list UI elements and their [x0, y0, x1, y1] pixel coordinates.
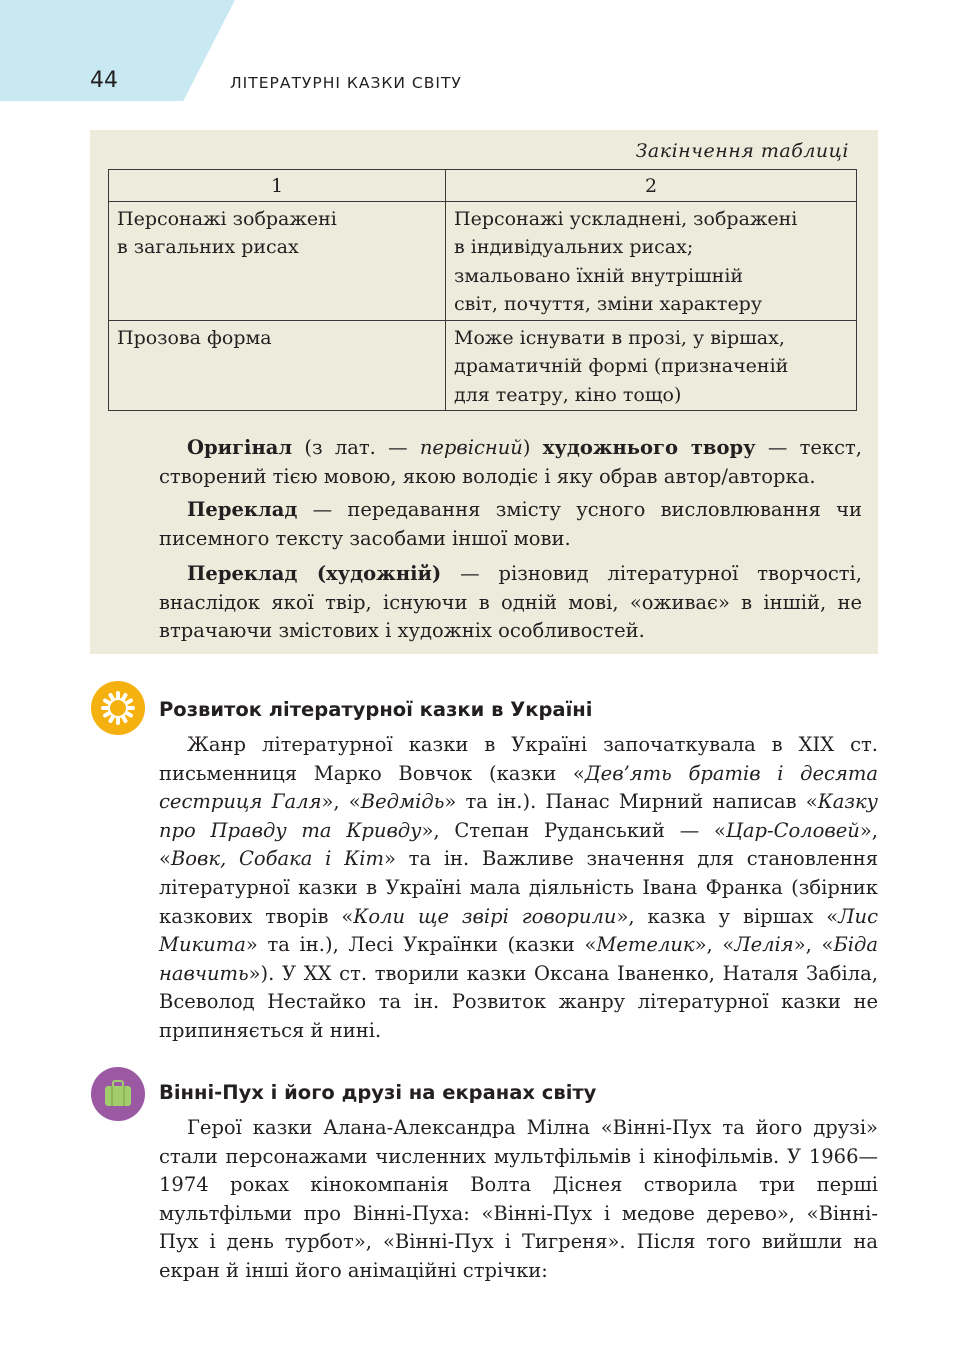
table-header-row	[109, 170, 857, 202]
definition-text: — передавання змісту усного висловлювання чи писемного тексту засобами іншої мови.	[159, 498, 862, 550]
definition-term: художнього твору	[542, 436, 756, 459]
table-row	[109, 201, 857, 320]
cell-line: світ, почуття, зміни характеру	[454, 293, 763, 315]
section-title-ukraine: Розвиток літературної казки в Україні	[159, 698, 593, 721]
section-paragraph-winnie: Герої казки Алана-Александра Мілна «Вінні-Пух та його друзі» стали персонажами численних мультфільмів і кінофільмів. У 1966—1974 роках кінокомпанія Волта Діснея створила три перші мультфільми про Вінні-Пуха: «Вінні-Пух і медове дерево», «Вінні-Пух і день турбот», «Вінні-Пух і Тигреня». Після того вийшли на екран й інші його анімаційні стрічки:	[159, 1116, 878, 1282]
table-caption: Закінчення таблиці	[635, 140, 849, 162]
definition-term: Переклад (художній)	[187, 562, 442, 585]
table-cell	[446, 320, 857, 411]
section-paragraph-ukraine: Жанр літературної казки в Україні започаткувала в ХІХ ст. письменниця Марко Вовчок (казки «Дев’ять братів і десята сестриця Галя», «Ведмідь» та ін.). Панас Мирний написав «Казку про Правду та Кривду», Степан Руданський — «Цар-Соловей», «Вовк, Собака і Кіт» та ін. Важливе значення для становлення літературної казки в Україні мала діяльність Івана Франка (збірник казкових творів «Коли ще звірі говорили», казка у віршах «Лис Микита» та ін.), Лесі Українки (казки «Метелик», «Лелія», «Біда навчить»). У ХХ ст. творили казки Оксана Іваненко, Наталя Забіла, Всеволод Нестайко та ін. Розвиток жанру літературної казки не припиняється й нині.	[159, 733, 878, 1042]
cell-line: Персонажі зображені	[117, 207, 337, 230]
definition-text: — різновид літературної творчості, внаслідок якої твір, існуючи в одній мові, «оживає» в іншій, не втрачаючи змістових і художніх особливостей.	[159, 562, 862, 642]
table-header-cell: 2	[446, 170, 857, 202]
section-title-winnie: Вінні-Пух і його друзі на екранах світу	[159, 1081, 597, 1104]
running-head: ЛІТЕРАТУРНІ КАЗКИ СВІТУ	[230, 74, 462, 92]
definition-literary-translation	[159, 560, 862, 646]
definition-text: )	[522, 436, 543, 459]
definition-italic: первісний	[419, 436, 523, 459]
cell-line: в індивідуальних рисах;	[454, 236, 694, 258]
sun-icon	[91, 681, 145, 735]
comparison-table	[108, 169, 857, 411]
definition-term: Оригінал	[187, 436, 293, 459]
table-cell	[109, 201, 446, 320]
page-number: 44	[90, 68, 118, 93]
cell-line: для театру, кіно тощо)	[454, 383, 682, 406]
definition-translation	[159, 496, 862, 553]
definition-original	[159, 434, 862, 491]
definition-text: (з лат. —	[292, 436, 420, 459]
cell-line: в загальних рисах	[117, 236, 299, 258]
table-cell	[109, 320, 446, 411]
cell-line: Персонажі ускладнені, зображені	[454, 207, 798, 230]
table-cell	[446, 201, 857, 320]
definition-term: Переклад	[187, 498, 298, 521]
table-header-cell: 1	[109, 170, 446, 202]
table-row	[109, 320, 857, 411]
cell-line: драматичній формі (призначеній	[454, 355, 789, 377]
cell-line: змальовано їхній внутрішній	[454, 264, 744, 287]
cell-line: Прозова форма	[117, 326, 272, 349]
suitcase-icon	[91, 1067, 145, 1121]
cell-line: Може існувати в прозі, у віршах,	[454, 326, 785, 349]
definition-text: — текст, створений тією мовою, якою володіє і яку обрав автор/авторка.	[159, 436, 862, 488]
